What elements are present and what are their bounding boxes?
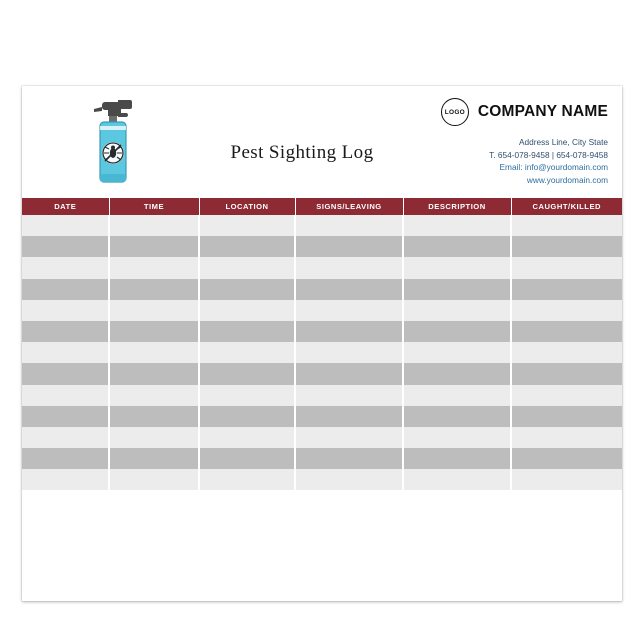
table-cell[interactable] xyxy=(199,321,295,342)
table-cell[interactable] xyxy=(403,469,511,490)
table-cell[interactable] xyxy=(511,215,622,236)
table-cell[interactable] xyxy=(22,279,109,300)
table-cell[interactable] xyxy=(22,469,109,490)
table-row[interactable] xyxy=(22,448,622,469)
company-email: Email: info@yourdomain.com xyxy=(499,162,608,173)
table-row[interactable] xyxy=(22,257,622,278)
table-cell[interactable] xyxy=(511,279,622,300)
table-cell[interactable] xyxy=(109,385,199,406)
table-cell[interactable] xyxy=(295,342,403,363)
table-row[interactable] xyxy=(22,469,622,490)
page-title: Pest Sighting Log xyxy=(230,142,374,163)
column-header-caught-killed: CAUGHT/KILLED xyxy=(511,198,622,215)
table-cell[interactable] xyxy=(199,448,295,469)
table-row[interactable] xyxy=(22,215,622,236)
table-cell[interactable] xyxy=(295,406,403,427)
table-cell[interactable] xyxy=(295,427,403,448)
table-cell[interactable] xyxy=(403,279,511,300)
table-cell[interactable] xyxy=(295,363,403,384)
table-cell[interactable] xyxy=(109,215,199,236)
table-cell[interactable] xyxy=(511,469,622,490)
table-cell[interactable] xyxy=(511,321,622,342)
table-cell[interactable] xyxy=(22,448,109,469)
table-cell[interactable] xyxy=(109,342,199,363)
table-cell[interactable] xyxy=(403,385,511,406)
table-cell[interactable] xyxy=(109,406,199,427)
table-cell[interactable] xyxy=(295,385,403,406)
table-cell[interactable] xyxy=(511,236,622,257)
table-cell[interactable] xyxy=(22,321,109,342)
table-cell[interactable] xyxy=(403,236,511,257)
table-cell[interactable] xyxy=(295,257,403,278)
table-cell[interactable] xyxy=(511,363,622,384)
column-header-time: TIME xyxy=(109,198,199,215)
company-name: COMPANY NAME xyxy=(477,103,608,120)
table-cell[interactable] xyxy=(295,279,403,300)
logo-icon: LOGO xyxy=(441,98,469,126)
table-row[interactable] xyxy=(22,342,622,363)
table-cell[interactable] xyxy=(22,427,109,448)
table-cell[interactable] xyxy=(109,236,199,257)
table-row[interactable] xyxy=(22,236,622,257)
table-cell[interactable] xyxy=(22,257,109,278)
column-header-description: DESCRIPTION xyxy=(403,198,511,215)
spray-bottle-icon xyxy=(88,96,146,194)
table-cell[interactable] xyxy=(295,448,403,469)
table-cell[interactable] xyxy=(295,236,403,257)
table-cell[interactable] xyxy=(403,406,511,427)
table-cell[interactable] xyxy=(22,406,109,427)
table-cell[interactable] xyxy=(109,363,199,384)
table-cell[interactable] xyxy=(22,215,109,236)
column-header-signs-leaving: SIGNS/LEAVING xyxy=(295,198,403,215)
table-cell[interactable] xyxy=(109,427,199,448)
company-block xyxy=(358,98,608,186)
table-cell[interactable] xyxy=(199,427,295,448)
table-cell[interactable] xyxy=(199,342,295,363)
table-cell[interactable] xyxy=(199,236,295,257)
table-cell[interactable] xyxy=(199,257,295,278)
table-cell[interactable] xyxy=(295,215,403,236)
company-contact xyxy=(358,136,608,186)
table-cell[interactable] xyxy=(22,236,109,257)
table-cell[interactable] xyxy=(511,427,622,448)
table-cell[interactable] xyxy=(109,469,199,490)
table-cell[interactable] xyxy=(22,342,109,363)
table-cell[interactable] xyxy=(22,385,109,406)
table-cell[interactable] xyxy=(199,363,295,384)
table-cell[interactable] xyxy=(199,300,295,321)
table-cell[interactable] xyxy=(199,279,295,300)
table-cell[interactable] xyxy=(295,321,403,342)
table-cell[interactable] xyxy=(403,215,511,236)
table-cell[interactable] xyxy=(403,300,511,321)
table-cell[interactable] xyxy=(511,448,622,469)
company-website: www.yourdomain.com xyxy=(526,174,608,185)
table-header-row xyxy=(22,198,622,215)
table-cell[interactable] xyxy=(109,279,199,300)
notepad-sheet xyxy=(22,86,622,601)
table-cell[interactable] xyxy=(109,257,199,278)
table-cell[interactable] xyxy=(403,363,511,384)
table-cell[interactable] xyxy=(199,406,295,427)
table-row[interactable] xyxy=(22,279,622,300)
table-cell[interactable] xyxy=(511,300,622,321)
table-cell[interactable] xyxy=(199,469,295,490)
column-header-date: DATE xyxy=(22,198,109,215)
sheet-bottom-margin xyxy=(22,490,622,506)
table-cell[interactable] xyxy=(109,321,199,342)
table-cell[interactable] xyxy=(403,448,511,469)
company-phone: T. 654-078-9458 | 654-078-9458 xyxy=(489,149,608,160)
column-header-location: LOCATION xyxy=(199,198,295,215)
table-body xyxy=(22,215,622,490)
table-row[interactable] xyxy=(22,406,622,427)
table-row[interactable] xyxy=(22,321,622,342)
company-address: Address Line, City State xyxy=(518,137,608,147)
table-row[interactable] xyxy=(22,363,622,384)
table-cell[interactable] xyxy=(109,448,199,469)
table-row[interactable] xyxy=(22,385,622,406)
table-cell[interactable] xyxy=(403,427,511,448)
sheet-header xyxy=(22,86,622,198)
table-row[interactable] xyxy=(22,300,622,321)
table-cell[interactable] xyxy=(295,469,403,490)
table-cell[interactable] xyxy=(403,257,511,278)
table-cell[interactable] xyxy=(109,300,199,321)
table-cell[interactable] xyxy=(511,385,622,406)
table-cell[interactable] xyxy=(199,215,295,236)
table-cell[interactable] xyxy=(199,385,295,406)
table-cell[interactable] xyxy=(403,342,511,363)
company-identity xyxy=(358,98,608,126)
table-cell[interactable] xyxy=(22,300,109,321)
table-cell[interactable] xyxy=(295,300,403,321)
table-cell[interactable] xyxy=(22,363,109,384)
table-cell[interactable] xyxy=(511,406,622,427)
table-row[interactable] xyxy=(22,427,622,448)
table-cell[interactable] xyxy=(511,342,622,363)
table-cell[interactable] xyxy=(403,321,511,342)
table-cell[interactable] xyxy=(511,257,622,278)
pest-sighting-table xyxy=(22,198,622,490)
